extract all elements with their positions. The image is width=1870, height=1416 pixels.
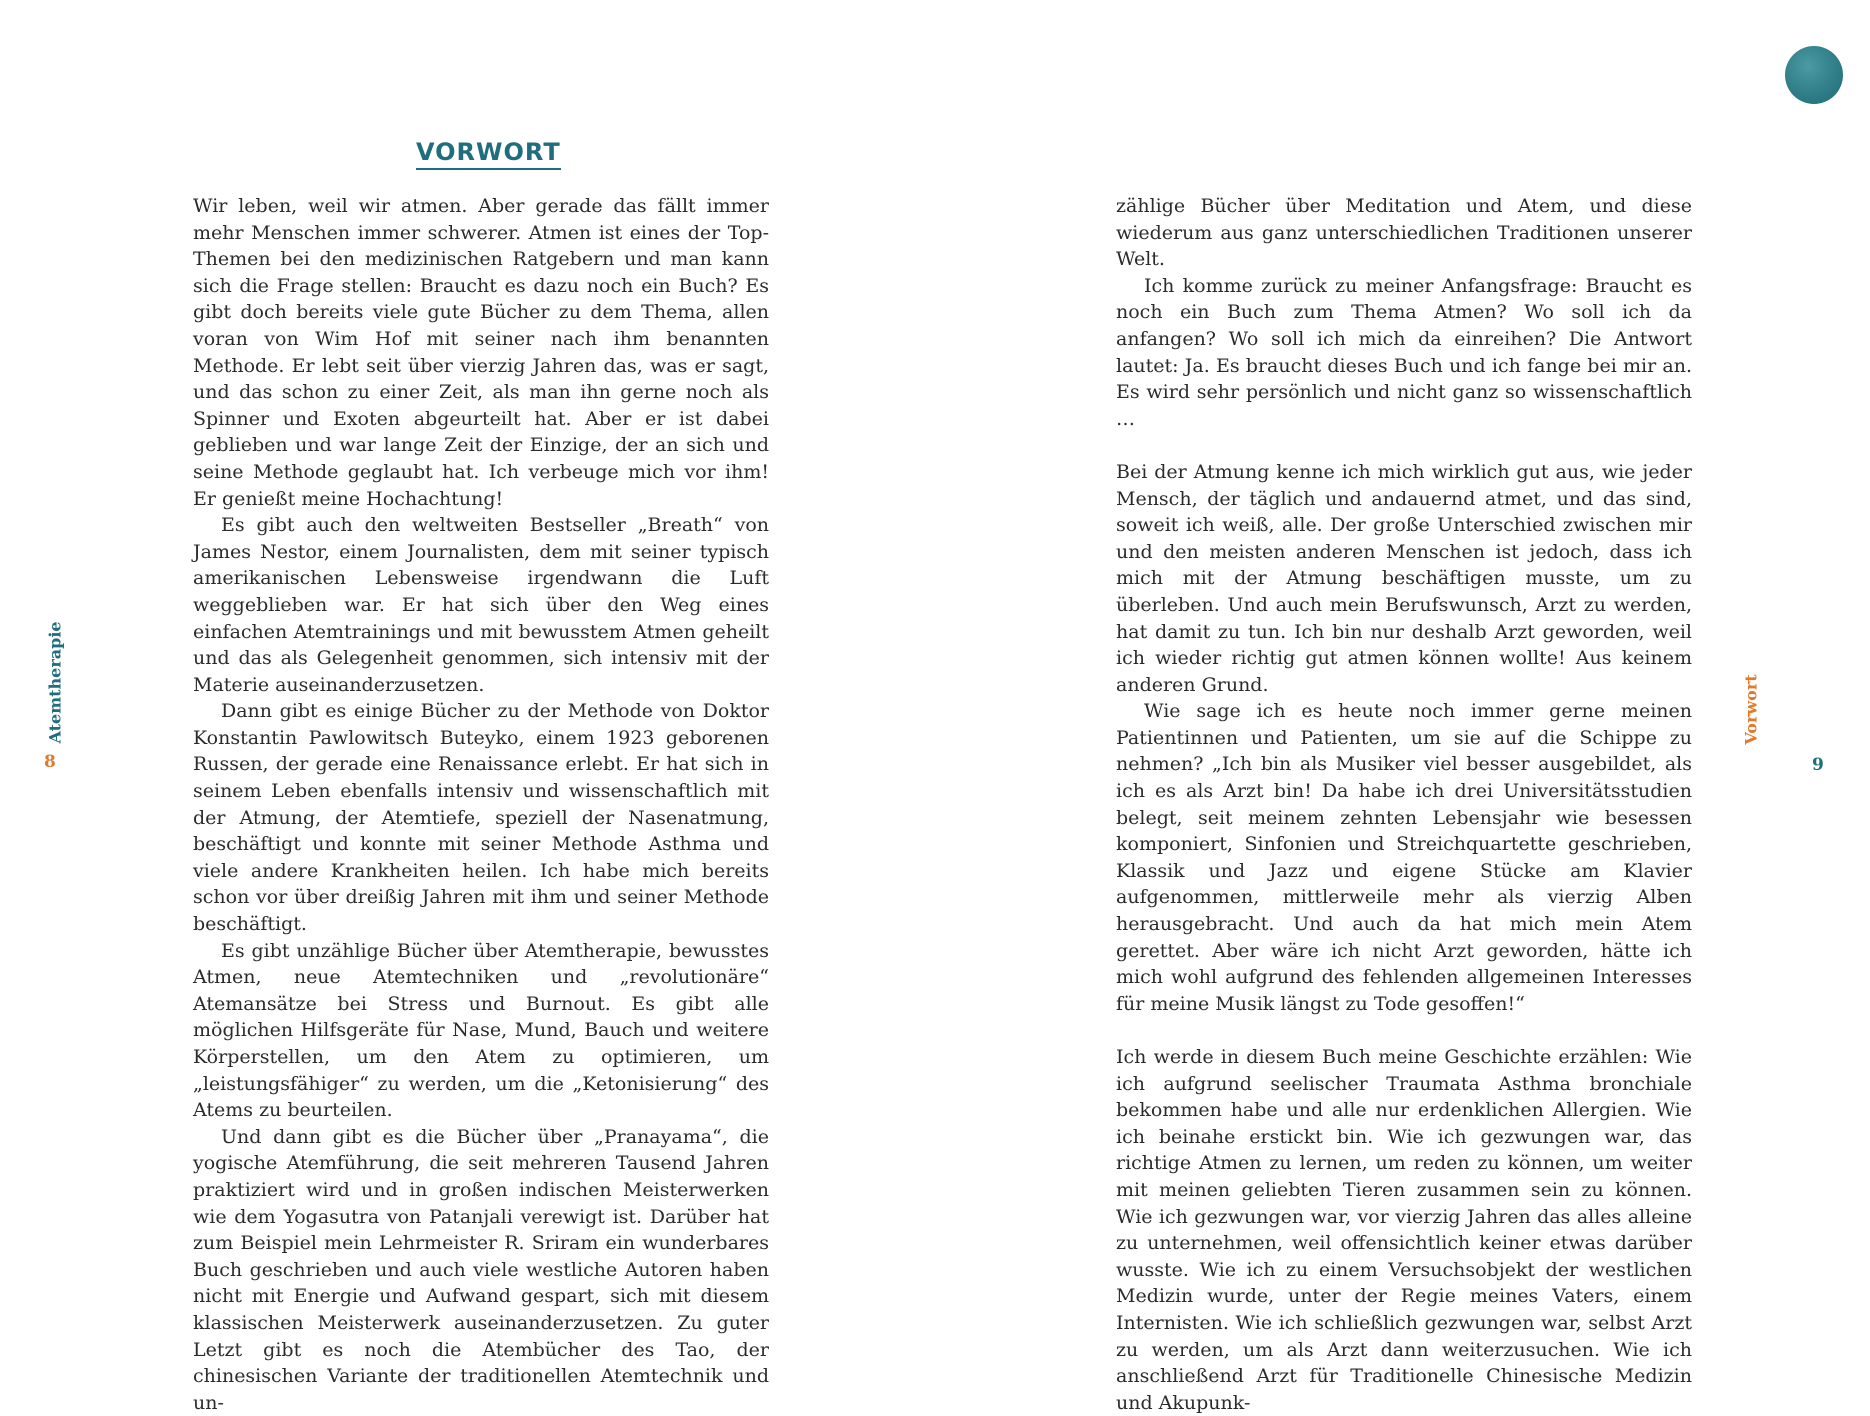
paragraph: Es gibt auch den weltweiten Bestseller „Breath“ von James Nestor, einem Journalisten, dem mit seiner typisch amerikanischen Lebensweise irgendwann die Luft weggeblieben war. Er hat sich über den Weg eines einfachen Atemtrainings und mit bewusstem Atmen geheilt und das als Gelegenheit genommen, sich intensiv mit der Materie auseinanderzusetzen. <box>193 514 769 696</box>
paragraph: Und dann gibt es die Bücher über „Pranayama“, die yogische Atemführung, die seit mehreren Tausend Jahren praktiziert wird und in großen indischen Meisterwerken wie dem Yogasutra von Patanjali verewigt ist. Darüber hat zum Beispiel mein Lehrmeister R. Sriram ein wunderbares Buch geschrieben und auch viele westliche Autoren haben nicht mit Energie und Aufwand gespart, sich mit diesem klassischen Meisterwerk auseinanderzusetzen. Zu guter Letzt gibt es noch die Atembücher des Tao, der chinesischen Variante der traditionellen Atemtechnik und un- <box>193 1125 769 1414</box>
decorative-circle <box>1785 46 1843 104</box>
paragraph: Wir leben, weil wir atmen. Aber gerade das fällt immer mehr Menschen immer schwerer. Atmen ist eines der Top-Themen bei den medizinischen Ratgebern und man kann sich die Frage stellen: Braucht es dazu noch ein Buch? Es gibt doch bereits viele gute Bücher zu dem Thema, allen voran von Wim Hof mit seiner nach ihm benannten Methode. Er lebt seit über vierzig Jahren das, was er sagt, und das schon zu einer Zeit, als man ihn gerne noch als Spinner und Exoten abgeurteilt hat. Aber er ist dabei geblieben und war lange Zeit der Einzige, der an sich und seine Methode geglaubt hat. Ich verbeuge mich vor ihm! Er genießt meine Hochachtung! <box>193 195 769 510</box>
page-number-right: 9 <box>1812 755 1824 775</box>
right-page <box>935 0 1870 1414</box>
left-text-column <box>193 193 769 1416</box>
paragraph: Wie sage ich es heute noch immer gerne meinen Patientinnen und Patienten, um sie auf die Schippe zu nehmen? „Ich bin als Musiker viel besser ausgebildet, als ich es als Arzt bin! Da habe ich drei Universitätsstudien belegt, seit meinem zehnten Lebensjahr wie besessen komponiert, Sinfonien und Streichquartette geschrieben, Klassik und Jazz und eigene Stücke am Klavier aufgenommen, mittlerweile mehr als vierzig Alben herausgebracht. Und auch da hat mich mein Atem gerettet. Aber wäre ich nicht Arzt geworden, hätte ich mich wohl aufgrund des fehlenden allgemeinen Interesses für meine Musik längst zu Tode gesoffen!“ <box>1116 700 1692 1015</box>
right-text-column <box>1116 193 1692 1416</box>
paragraph: Ich werde in diesem Buch meine Geschichte erzählen: Wie ich aufgrund seelischer Traumata Asthma bronchiale bekommen habe und alle nur erdenklichen Allergien. Wie ich beinahe erstickt bin. Wie ich gezwungen war, das richtige Atmen zu lernen, um reden zu können, um weiter mit meinen geliebten Tieren zusammen sein zu können. Wie ich gezwungen war, vor vierzig Jahren das alles alleine zu unternehmen, weil offensichtlich keiner etwas darüber wusste. Wie ich zu einem Versuchsobjekt der westlichen Medizin wurde, unter der Regie meines Vaters, einem Internisten. Wie ich schließlich gezwungen war, selbst Arzt zu werden, um als Arzt dann weiterzusuchen. Wie ich anschließend Arzt für Traditionelle Chinesische Medizin und Akupunk- <box>1116 1046 1692 1414</box>
paragraph: zählige Bücher über Meditation und Atem, und diese wiederum aus ganz unterschiedlichen Traditionen unserer Welt. <box>1116 195 1692 271</box>
running-head-left: Atemtherapie <box>45 621 65 744</box>
chapter-heading: VORWORT <box>416 138 561 170</box>
paragraph: Ich komme zurück zu meiner Anfangsfrage: Braucht es noch ein Buch zum Thema Atmen? Wo soll ich da anfangen? Wo soll ich mich da einreihen? Die Antwort lautet: Ja. Es braucht dieses Buch und ich fange bei mir an. Es wird sehr persönlich und nicht ganz so wissenschaftlich … <box>1116 274 1692 430</box>
paragraph: Dann gibt es einige Bücher zu der Methode von Doktor Konstantin Pawlowitsch Buteyko, einem 1923 geborenen Russen, der gerade eine Renaissance erlebt. Er hat sich in seinem Leben ebenfalls intensiv und wissenschaftlich mit der Atmung, der Atemtiefe, speziell der Nasenatmung, beschäftigt und konnte mit seiner Methode Asthma und viele andere Krankheiten heilen. Ich habe mich bereits schon vor über dreißig Jahren mit ihm und seiner Methode beschäftigt. <box>193 700 769 936</box>
page-number-left: 8 <box>44 752 56 772</box>
left-page <box>0 0 935 1414</box>
paragraph: Bei der Atmung kenne ich mich wirklich gut aus, wie jeder Mensch, der täglich und andauernd atmet, und das sind, soweit ich weiß, alle. Der große Unterschied zwischen mir und den meisten anderen Menschen ist jedoch, dass ich mich mit der Atmung beschäftigen musste, um zu überleben. Und auch mein Berufswunsch, Arzt zu werden, hat damit zu tun. Ich bin nur deshalb Arzt geworden, weil ich wieder richtig gut atmen können wollte! Aus keinem anderen Grund. <box>1116 460 1692 696</box>
paragraph: Es gibt unzählige Bücher über Atemtherapie, bewusstes Atmen, neue Atemtechniken und „revolutionäre“ Atemansätze bei Stress und Burnout. Es gibt alle möglichen Hilfsgeräte für Nase, Mund, Bauch und weitere Körperstellen, um den Atem zu optimieren, um „leistungsfähiger“ zu werden, um die „Ketonisierung“ des Atems zu beurteilen. <box>193 939 769 1122</box>
running-head-right: Vorwort <box>1741 674 1761 745</box>
